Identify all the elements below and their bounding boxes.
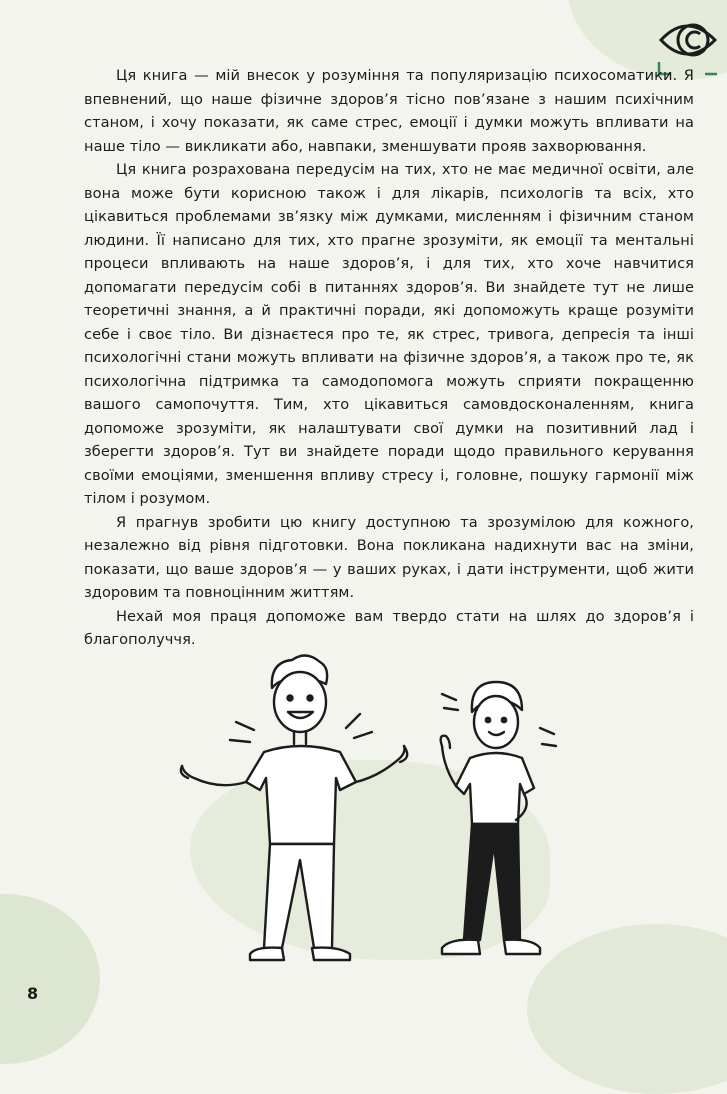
paragraph: Нехай моя праця допоможе вам твердо стати на шлях до здоров’я і благополуччя.: [84, 607, 694, 648]
paragraph: Я прагнув зробити цю книгу доступною та зрозумілою для кожного, незалежно від рівня підготовки. Вона покликана надихнути вас на зміни, показати, що ваше здоров’я — у ваших руках, і дати інструменти, щоб жити здоровим та повноцінним життям.: [84, 513, 694, 601]
body-text: [84, 64, 694, 652]
decor-blob-left: [0, 894, 100, 1064]
page-number: 8: [27, 984, 39, 1003]
man-head: [274, 672, 326, 732]
paragraph: Ця книга — мій внесок у розуміння та популяризацію психосоматики. Я впевнений, що наше фізичне здоров’я тісно пов’язане з нашим психічним станом, і хочу показати, як саме стрес, емоції і думки можуть впливати на наше тіло — викликати або, навпаки, зменшувати прояв захворювання.: [84, 67, 694, 155]
woman-trousers: [464, 824, 520, 940]
man-trousers: [264, 844, 334, 948]
two-people-illustration: [160, 648, 580, 978]
man-shirt: [246, 746, 356, 844]
paragraph: Ця книга розрахована передусім на тих, хто не має медичної освіти, але вона може бути корисною також і для лікарів, психологів та всіх, хто цікавиться проблемами зв’язку між думками, мисленням і фізичним станом людини. Її написано для тих, хто прагне зрозуміти, як емоції та ментальні процеси впливають на наше здоров’я, і для тих, хто хоче навчитися допомагати передусім собі в питаннях здоров’я. Ви знайдете тут не лише теоретичні знання, а й практичні поради, які допоможуть краще розуміти себе і своє тіло. Ви дізнаєтеся про те, як стрес, тривога, депресія та інші психологічні стани можуть впливати на фізичне здоров’я, а також про те, як психологічна підтримка та самодопомога можуть сприяти покращенню вашого самопочуття. Тим, хто цікавиться самовдосконаленням, книга допоможе зрозуміти, як налаштувати свої думки на позитивний лад і зберегти здоров’я. Тут ви знайдете поради щодо правильного керування своїми емоціями, зменшення впливу стресу і, головне, пошуку гармонії між тілом і розумом.: [84, 161, 694, 507]
woman-head: [474, 696, 518, 748]
